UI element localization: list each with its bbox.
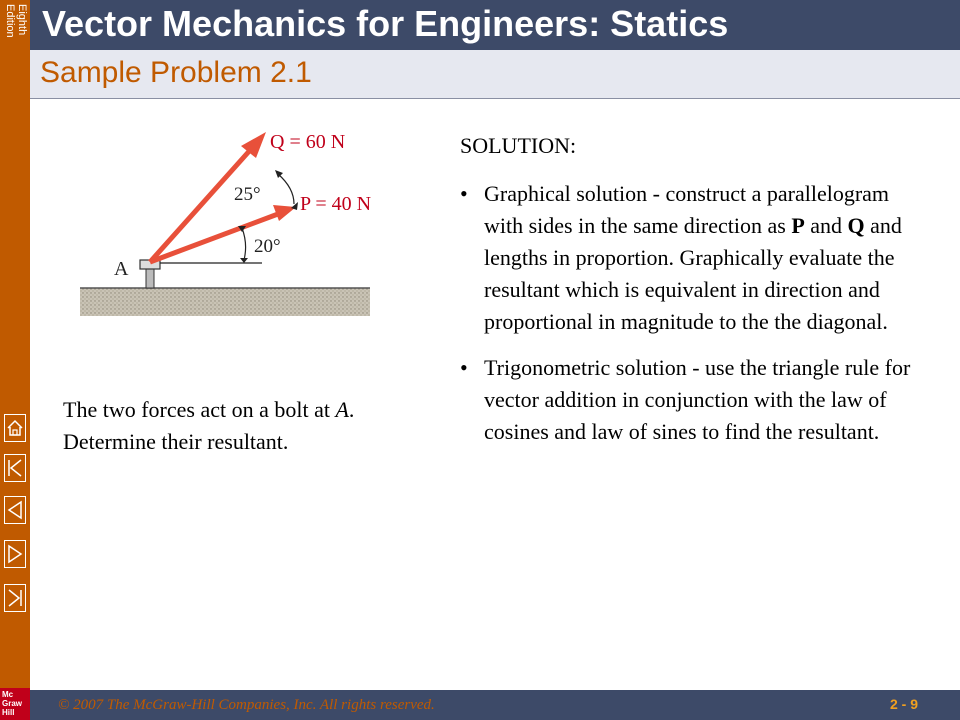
angle-arc-20: [242, 228, 246, 260]
home-button[interactable]: [4, 414, 26, 442]
bullet1-text-3: and lengths in proportion. Graphically evaluate the resultant which is equivalent in direction and proportional in magnitude to the the diagonal.: [484, 213, 902, 334]
bullet1-text-2: and: [804, 213, 848, 238]
previous-slide-icon: [6, 499, 24, 521]
bullet1-text-1: Graphical solution - construct a parallelogram with sides in the same direction as: [484, 181, 890, 238]
solution-heading: SOLUTION:: [460, 133, 577, 158]
logo-line-2: Graw: [2, 699, 23, 708]
first-slide-button[interactable]: [4, 454, 26, 482]
slide-subtitle: Sample Problem 2.1: [40, 56, 312, 89]
angle-arc-20-arrow-b: [240, 258, 248, 263]
title-bar: [30, 0, 960, 50]
ground: [80, 288, 370, 316]
p-label: P = 40 N: [300, 193, 372, 215]
mcgraw-hill-logo: [0, 688, 30, 720]
solution-bullets: [460, 178, 930, 462]
problem-text-part-1: The two forces act on a bolt at: [63, 397, 336, 422]
logo-line-3: Hill: [2, 708, 15, 717]
logo-line-1: Mc: [2, 690, 14, 699]
bullet-trigonometric: • Trigonometric solution - use the triangle rule for vector addition in conjunction with the law of cosines and law of sines to find the resultant.: [460, 352, 930, 448]
previous-slide-button[interactable]: [4, 496, 26, 524]
bullet1-bold-p: P: [791, 213, 805, 238]
next-slide-button[interactable]: [4, 540, 26, 568]
bullet1-bold-q: Q: [847, 213, 865, 238]
slide-number: 2 - 9: [889, 696, 918, 712]
angle-25-label: 25°: [234, 184, 261, 205]
edition-line-1: Eighth: [16, 4, 28, 36]
first-slide-icon: [6, 457, 24, 479]
angle-arc-25: [278, 174, 294, 204]
problem-text-part-2: . Determine their resultant.: [63, 397, 355, 454]
point-a-label: A: [114, 258, 129, 280]
angle-20-label: 20°: [254, 236, 281, 257]
next-slide-icon: [6, 543, 24, 565]
force-diagram: [70, 120, 400, 330]
edition-label: [1, 4, 29, 56]
last-slide-button[interactable]: [4, 584, 26, 612]
problem-point: A: [335, 397, 349, 422]
home-icon: [6, 418, 24, 438]
bolt-shank: [146, 268, 154, 288]
q-label: Q = 60 N: [270, 131, 346, 153]
copyright: © 2007 The McGraw-Hill Companies, Inc. All rights reserved.: [58, 697, 435, 713]
last-slide-icon: [6, 587, 24, 609]
footer-bar: [30, 690, 960, 720]
bullet-graphical: [460, 178, 930, 338]
problem-statement: [63, 394, 413, 458]
edition-line-2: Edition: [4, 4, 16, 38]
subtitle-bar: [30, 50, 960, 99]
page-title: Vector Mechanics for Engineers: Statics: [42, 3, 729, 44]
left-strip: [0, 0, 30, 720]
